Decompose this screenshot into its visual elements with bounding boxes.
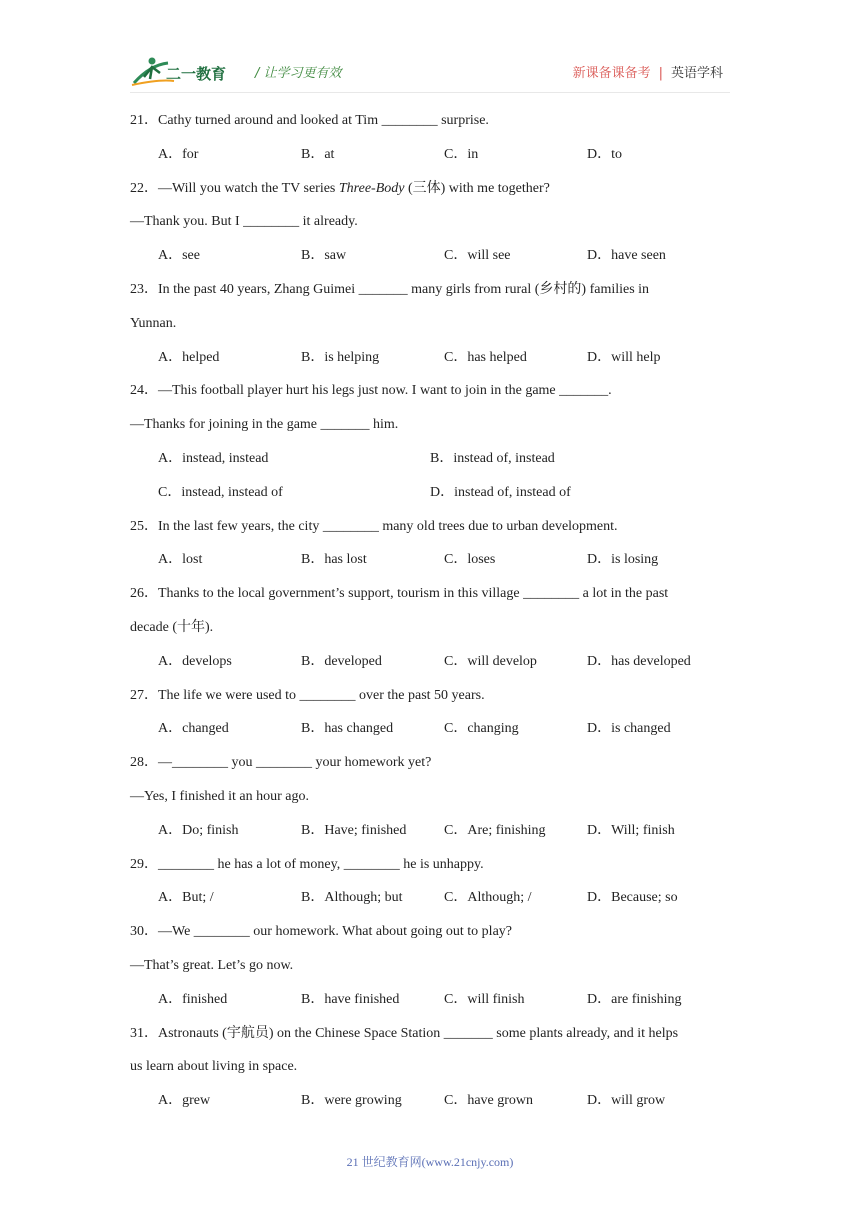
question-stem: 30．—We ________ our homework. What about going out to play? bbox=[130, 924, 512, 940]
header-tagline: 新课备课备考 bbox=[572, 66, 651, 81]
question-item bbox=[130, 749, 730, 850]
question-stem: 22．—Will you watch the TV series Three-Body (三体) with me together? bbox=[130, 180, 550, 196]
question-stem: 28．—________ you ________ your homework yet? bbox=[130, 755, 432, 771]
header-divider bbox=[130, 92, 730, 93]
question-item bbox=[130, 682, 730, 750]
answer-option[interactable]: C．in bbox=[444, 146, 479, 162]
answer-option[interactable]: C．will develop bbox=[444, 653, 537, 669]
question-stem: Yunnan. bbox=[130, 315, 177, 331]
question-stem: 21．Cathy turned around and looked at Tim ________ surprise. bbox=[130, 113, 489, 128]
question-list bbox=[130, 107, 730, 1121]
question-item bbox=[130, 580, 730, 681]
question-item bbox=[130, 175, 730, 276]
answer-option[interactable]: B．at bbox=[301, 146, 335, 162]
question-stem: —Thanks for joining in the game _______ him. bbox=[130, 417, 399, 433]
question-stem: 31．Astronauts (宇航员) on the Chinese Space Station _______ some plants already, and it helps bbox=[130, 1025, 679, 1041]
answer-option[interactable]: A．see bbox=[158, 248, 200, 264]
option-row bbox=[130, 817, 730, 851]
answer-option[interactable]: A．But; / bbox=[158, 890, 214, 906]
header-subject-label: 英语学科 bbox=[670, 66, 723, 81]
answer-option[interactable]: C．have grown bbox=[444, 1093, 534, 1109]
answer-option[interactable]: B．instead of, instead bbox=[430, 450, 555, 466]
header-slogan: / 让学习更有效 bbox=[255, 66, 342, 81]
question-item bbox=[130, 1020, 730, 1121]
question-stem: 23．In the past 40 years, Zhang Guimei _______ many girls from rural (乡村的) families in bbox=[130, 281, 650, 297]
answer-option[interactable]: C．Are; finishing bbox=[444, 822, 546, 838]
question-item bbox=[130, 377, 730, 512]
option-row bbox=[130, 986, 730, 1020]
answer-option[interactable]: A．changed bbox=[158, 721, 229, 737]
question-stem: 29．________ he has a lot of money, ________ he is unhappy. bbox=[130, 856, 484, 872]
answer-option[interactable]: A．develops bbox=[158, 653, 232, 669]
option-row bbox=[130, 884, 730, 918]
question-stem: —Yes, I finished it an hour ago. bbox=[130, 788, 310, 804]
option-row bbox=[130, 445, 730, 479]
page-footer: 21 世纪教育网(www.21cnjy.com) bbox=[346, 1155, 514, 1169]
option-row bbox=[130, 242, 730, 276]
answer-option[interactable]: B．were growing bbox=[301, 1093, 402, 1109]
option-row bbox=[130, 715, 730, 749]
question-stem: 26．Thanks to the local government’s support, tourism in this village ________ a lot in the past bbox=[130, 586, 669, 602]
question-stem: 24．—This football player hurt his legs just now. I want to join in the game _______. bbox=[130, 383, 612, 399]
question-stem: decade (十年). bbox=[130, 619, 214, 635]
answer-option[interactable]: C．will finish bbox=[444, 991, 525, 1007]
header-subject bbox=[573, 62, 723, 81]
option-row bbox=[130, 479, 730, 513]
answer-option[interactable]: B．has changed bbox=[301, 721, 394, 737]
answer-option[interactable]: D．to bbox=[587, 146, 622, 162]
option-row bbox=[130, 648, 730, 682]
question-item bbox=[130, 918, 730, 1019]
answer-option[interactable]: B．has lost bbox=[301, 552, 367, 568]
answer-option[interactable]: C．changing bbox=[444, 721, 519, 737]
answer-option[interactable]: C．has helped bbox=[444, 349, 527, 365]
answer-option[interactable]: A．grew bbox=[158, 1093, 211, 1109]
answer-option[interactable]: A．helped bbox=[158, 349, 220, 365]
option-row bbox=[130, 546, 730, 580]
answer-option[interactable]: C．will see bbox=[444, 248, 511, 264]
answer-option[interactable]: D．are finishing bbox=[587, 991, 682, 1007]
answer-option[interactable]: A．instead, instead bbox=[158, 450, 269, 466]
answer-option[interactable]: B．have finished bbox=[301, 991, 400, 1007]
page-header bbox=[0, 0, 860, 100]
answer-option[interactable]: C．Although; / bbox=[444, 890, 532, 906]
answer-option[interactable]: A．for bbox=[158, 146, 199, 162]
question-item bbox=[130, 276, 730, 377]
question-item bbox=[130, 107, 730, 175]
answer-option[interactable]: C．loses bbox=[444, 552, 496, 568]
answer-option[interactable]: B．saw bbox=[301, 248, 347, 264]
answer-option[interactable]: A．Do; finish bbox=[158, 822, 239, 838]
answer-option[interactable]: B．Although; but bbox=[301, 890, 403, 906]
answer-option[interactable]: C．instead, instead of bbox=[158, 484, 283, 500]
answer-option[interactable]: A．lost bbox=[158, 552, 203, 568]
answer-option[interactable]: B．developed bbox=[301, 653, 382, 669]
header-separator: | bbox=[658, 66, 663, 81]
answer-option[interactable]: D．Will; finish bbox=[587, 822, 675, 838]
answer-option[interactable]: D．will grow bbox=[587, 1093, 666, 1109]
answer-option[interactable]: D．Because; so bbox=[587, 890, 678, 906]
question-stem: 25．In the last few years, the city ________ many old trees due to urban development. bbox=[130, 518, 618, 534]
answer-option[interactable]: D．is changed bbox=[587, 721, 671, 737]
answer-option[interactable]: D．has developed bbox=[587, 653, 691, 669]
question-stem: —Thank you. But I ________ it already. bbox=[130, 214, 358, 230]
option-row bbox=[130, 344, 730, 378]
question-stem: 27．The life we were used to ________ over the past 50 years. bbox=[130, 687, 485, 703]
svg-text:二一教育: 二一教育 bbox=[166, 65, 227, 83]
question-stem: us learn about living in space. bbox=[130, 1059, 298, 1075]
answer-option[interactable]: D．instead of, instead of bbox=[430, 484, 571, 500]
question-item bbox=[130, 851, 730, 919]
logo-icon bbox=[130, 55, 242, 89]
option-row bbox=[130, 1087, 730, 1121]
question-item bbox=[130, 513, 730, 581]
question-stem: —That’s great. Let’s go now. bbox=[130, 957, 294, 973]
answer-option[interactable]: B．is helping bbox=[301, 349, 380, 365]
answer-option[interactable]: A．finished bbox=[158, 991, 228, 1007]
answer-option[interactable]: B．Have; finished bbox=[301, 822, 407, 838]
answer-option[interactable]: D．will help bbox=[587, 349, 661, 365]
answer-option[interactable]: D．is losing bbox=[587, 552, 659, 568]
option-row bbox=[130, 141, 730, 175]
answer-option[interactable]: D．have seen bbox=[587, 248, 666, 264]
